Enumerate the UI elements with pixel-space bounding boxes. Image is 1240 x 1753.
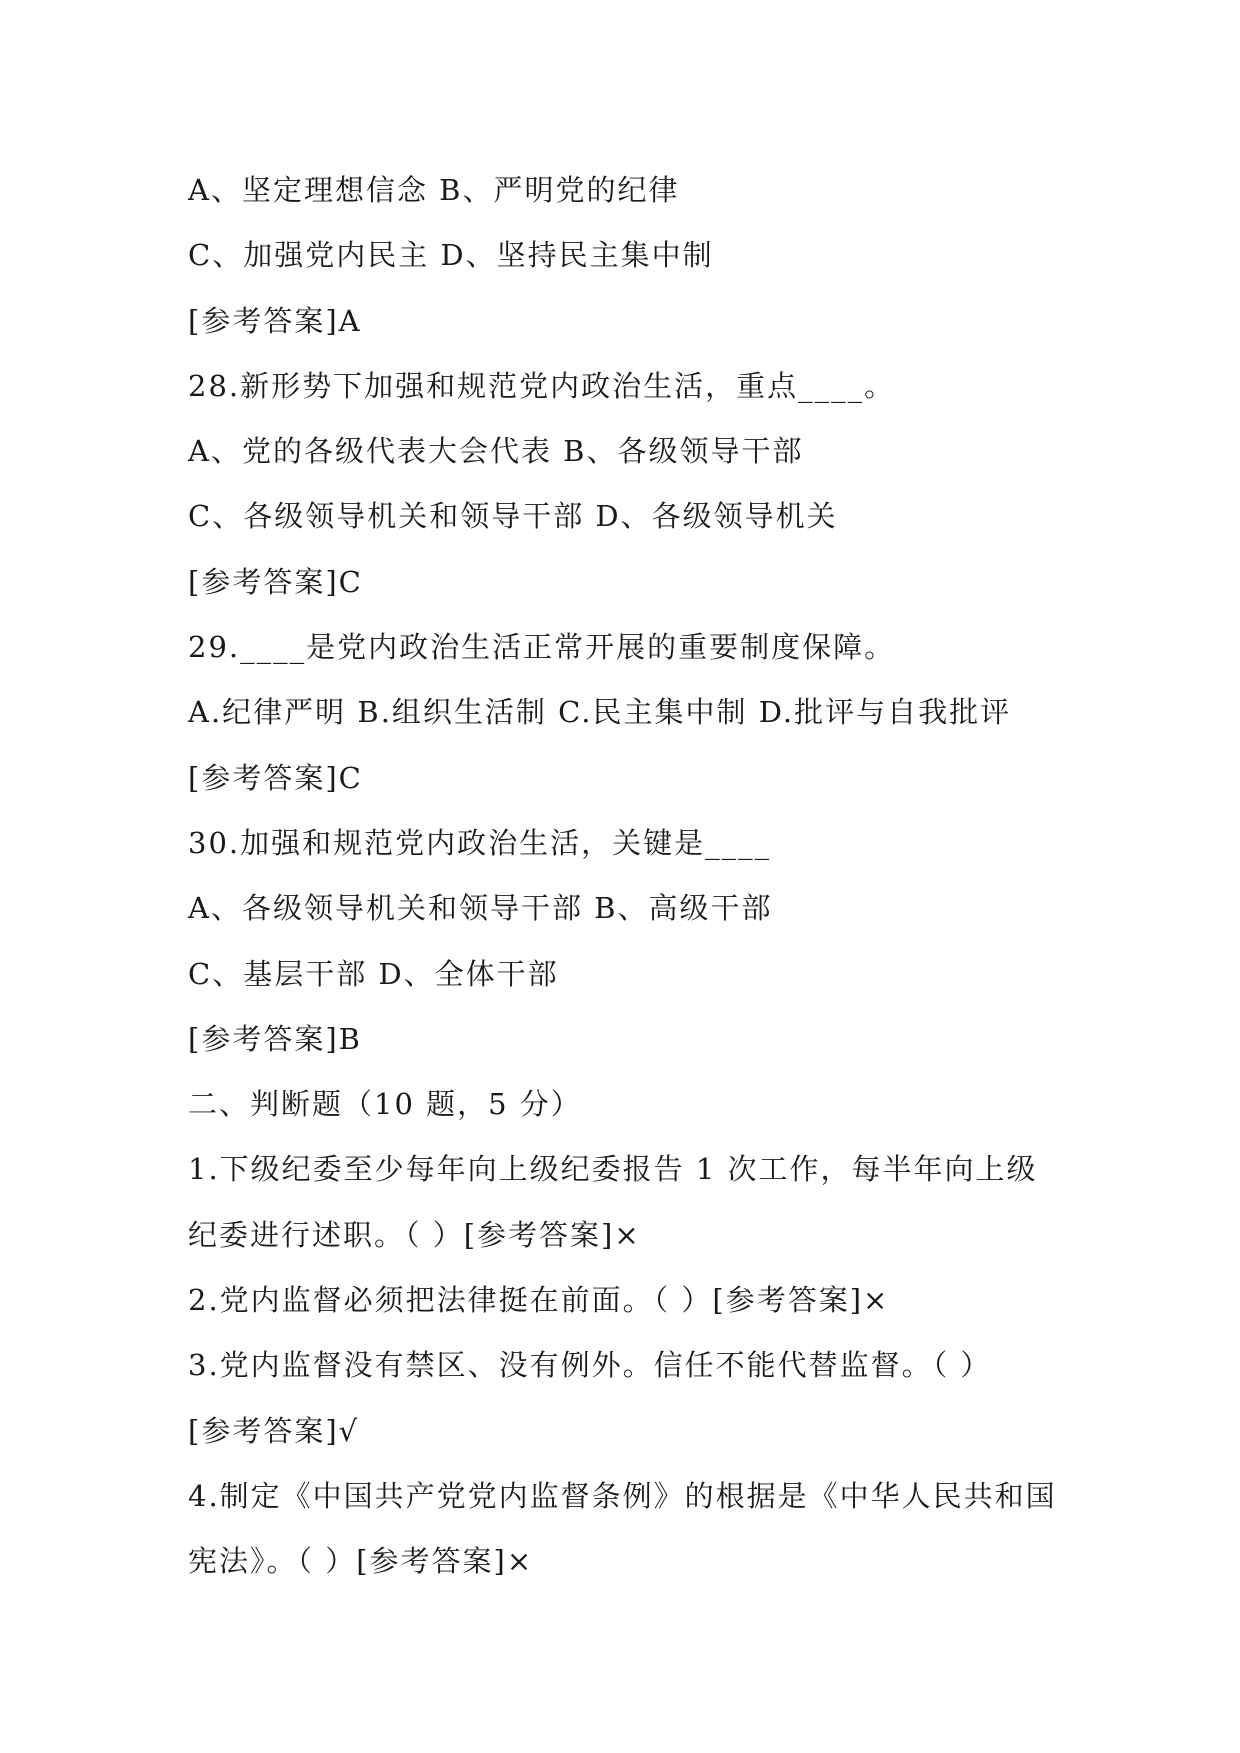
answer-line: [参考答案]√: [188, 1413, 360, 1448]
option-line: C、基层干部 D、全体干部: [188, 956, 559, 991]
answer-line: [参考答案]C: [188, 564, 363, 599]
option-line: C、加强党内民主 D、坚持民主集中制: [188, 238, 714, 273]
option-line: A、坚定理想信念 B、严明党的纪律: [188, 173, 680, 207]
judgment-question-3: 3.党内监督没有禁区、没有例外。信任不能代替监督。（ ）: [188, 1348, 992, 1383]
judgment-question-1: 1.下级纪委至少每年向上级纪委报告 1 次工作，每半年向上级: [188, 1152, 1038, 1187]
option-line: A.纪律严明 B.组织生活制 C.民主集中制 D.批评与自我批评: [188, 695, 1012, 730]
judgment-question-2: 2.党内监督必须把法律挺在前面。（ ）[参考答案]×: [188, 1283, 890, 1318]
answer-line: [参考答案]B: [188, 1021, 362, 1056]
question-30: 30.加强和规范党内政治生活，关键是____: [188, 825, 772, 860]
answer-line: [参考答案]C: [188, 760, 363, 795]
option-line: A、各级领导机关和领导干部 B、高级干部: [188, 891, 773, 926]
option-line: A、党的各级代表大会代表 B、各级领导干部: [188, 434, 804, 469]
answer-line: [参考答案]A: [188, 303, 362, 338]
judgment-question-4-continued: 宪法》。（ ）[参考答案]×: [188, 1544, 534, 1579]
question-28: 28.新形势下加强和规范党内政治生活，重点____。: [188, 368, 896, 403]
judgment-question-1-continued: 纪委进行述职。（ ）[参考答案]×: [188, 1217, 641, 1252]
document-body: [188, 158, 1088, 1595]
section-heading: 二、判断题（10 题，5 分）: [188, 1087, 582, 1122]
option-line: C、各级领导机关和领导干部 D、各级领导机关: [188, 499, 838, 534]
question-29: 29.____是党内政治生活正常开展的重要制度保障。: [188, 630, 896, 665]
judgment-question-4: 4.制定《中国共产党党内监督条例》的根据是《中华人民共和国: [188, 1478, 1057, 1513]
